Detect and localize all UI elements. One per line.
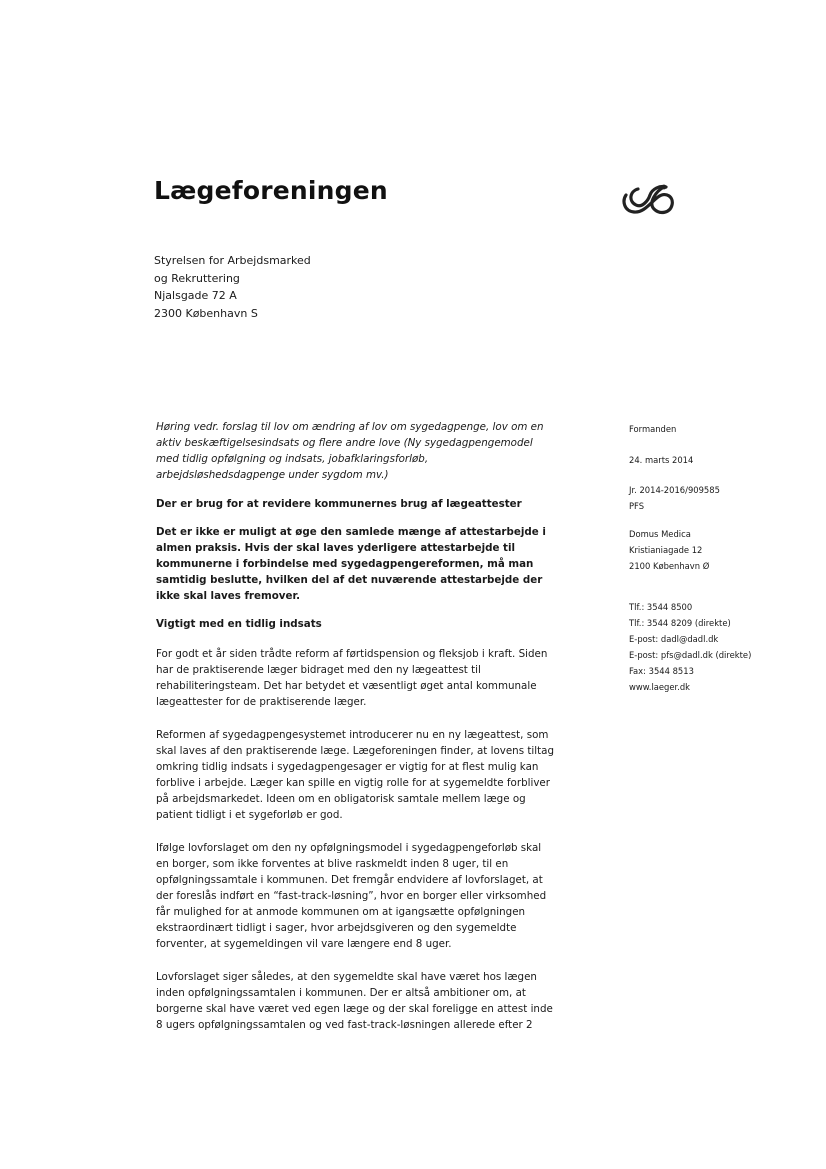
sender-address-line: Domus Medica: [629, 529, 691, 539]
email-direct-link[interactable]: E-post: pfs@dadl.dk (direkte): [629, 650, 752, 660]
subject-line: med tidlig opfølgning og indsats, jobafklaringsforløb,: [156, 453, 429, 465]
subject-line: arbejdsløshedsdagpenge under sygdom mv.): [156, 469, 389, 481]
lead-line: kommunerne i forbindelse med sygedagpengereformen, må man: [156, 558, 534, 570]
section-heading: Der er brug for at revidere kommunernes brug af lægeattester: [156, 498, 522, 510]
paragraph-line: rehabiliteringsteam. Det har betydet et væsentligt øget antal kommunale: [156, 680, 537, 692]
phone: Tlf.: 3544 8500: [629, 602, 693, 612]
paragraph-line: får mulighed for at anmode kommunen om at igangsætte opfølgningen: [156, 906, 526, 918]
paragraph-line: der foreslås indført en “fast-track-løsning”, hvor en borger eller virksomhed: [156, 890, 547, 902]
contact-info: [629, 599, 751, 695]
sender-address-line: Kristianiagade 12: [629, 545, 703, 555]
paragraph-line: omkring tidlig indsats i sygedagpengesager er vigtig for at flest mulig kan: [156, 761, 539, 773]
paragraph-line: borgerne skal have været ved egen læge og der skal foreligge en attest inde: [156, 1003, 553, 1015]
sender-initials: PFS: [629, 501, 645, 511]
paragraph-line: Ifølge lovforslaget om den ny opfølgningsmodel i sygedagpengeforløb skal: [156, 842, 542, 854]
letter-date: 24. marts 2014: [629, 455, 694, 465]
phone-direct: Tlf.: 3544 8209 (direkte): [629, 618, 731, 628]
paragraph-line: lægeattester for de praktiserende læger.: [156, 696, 367, 708]
website-link[interactable]: www.laeger.dk: [629, 682, 691, 692]
body-paragraph: [156, 646, 596, 710]
paragraph-line: Lovforslaget siger således, at den sygemeldte skal have været hos lægen: [156, 971, 537, 983]
paragraph-line: på arbejdsmarkedet. Ideen om en obligatorisk samtale mellem læge og: [156, 793, 526, 805]
lead-line: ikke skal laves fremover.: [156, 590, 301, 602]
reference-number: [629, 482, 720, 514]
lead-line: samtidig beslutte, hvilken del af det nuværende attestarbejde der: [156, 574, 543, 586]
recipient-line: Njalsgade 72 A: [154, 289, 237, 302]
fax: Fax: 3544 8513: [629, 666, 694, 676]
paragraph-line: skal laves af den praktiserende læge. Lægeforeningen finder, at lovens tiltag: [156, 745, 554, 757]
paragraph-line: en borger, som ikke forventes at blive raskmeldt inden 8 uger, til en: [156, 858, 509, 870]
journal-number: Jr. 2014-2016/909585: [629, 485, 720, 495]
body-paragraph: [156, 840, 596, 952]
subject-block: [156, 419, 596, 483]
sender-address-line: 2100 København Ø: [629, 561, 710, 571]
lead-line: almen praksis. Hvis der skal laves yderligere attestarbejde til: [156, 542, 516, 554]
letter-body: [156, 419, 596, 1033]
subject-line: aktiv beskæftigelsesindsats og flere andre love (Ny sygedagpengemodel: [156, 437, 533, 449]
body-paragraph: [156, 969, 596, 1033]
lead-line: Det er ikke er muligt at øge den samlede mænge af attestarbejde i: [156, 526, 546, 538]
snake-staff-logo-icon: [620, 181, 676, 221]
paragraph-line: patient tidligt i et sygeforløb er god.: [156, 809, 343, 821]
email-link[interactable]: E-post: dadl@dadl.dk: [629, 634, 719, 644]
recipient-line: Styrelsen for Arbejdsmarked: [154, 254, 311, 267]
paragraph-line: Reformen af sygedagpengesystemet introducerer nu en ny lægeattest, som: [156, 729, 549, 741]
subject-line: Høring vedr. forslag til lov om ændring af lov om sygedagpenge, lov om en: [156, 421, 544, 433]
recipient-line: og Rekruttering: [154, 271, 240, 285]
paragraph-line: forblive i arbejde. Læger kan spille en vigtig rolle for at sygemeldte forbliver: [156, 777, 550, 789]
paragraph-line: forventer, at sygemeldingen vil vare længere end 8 uger.: [156, 938, 452, 950]
subheading: Vigtigt med en tidlig indsats: [156, 618, 322, 630]
paragraph-line: opfølgningssamtale i kommunen. Det fremgår endvidere af lovforslaget, at: [156, 874, 543, 886]
sender-address: [629, 526, 709, 574]
body-paragraph: [156, 727, 596, 823]
paragraph-line: har de praktiserende læger bidraget med den ny lægeattest til: [156, 664, 481, 676]
paragraph-line: ekstraordinært tidligt i sager, hvor arbejdsgiveren og den sygemeldte: [156, 922, 517, 934]
organization-name: Lægeforeningen: [154, 176, 388, 205]
paragraph-line: inden opfølgningssamtalen i kommunen. Der er altså ambitioner om, at: [156, 987, 526, 999]
paragraph-line: 8 ugers opfølgningssamtalen og ved fast-track-løsningen allerede efter 2: [156, 1019, 533, 1031]
recipient-address: [154, 252, 311, 322]
recipient-line: 2300 København S: [154, 306, 258, 320]
paragraph-line: For godt et år siden trådte reform af førtidspension og fleksjob i kraft. Siden: [156, 648, 548, 660]
lead-paragraph: [156, 524, 596, 604]
sender-title: Formanden: [629, 424, 677, 434]
